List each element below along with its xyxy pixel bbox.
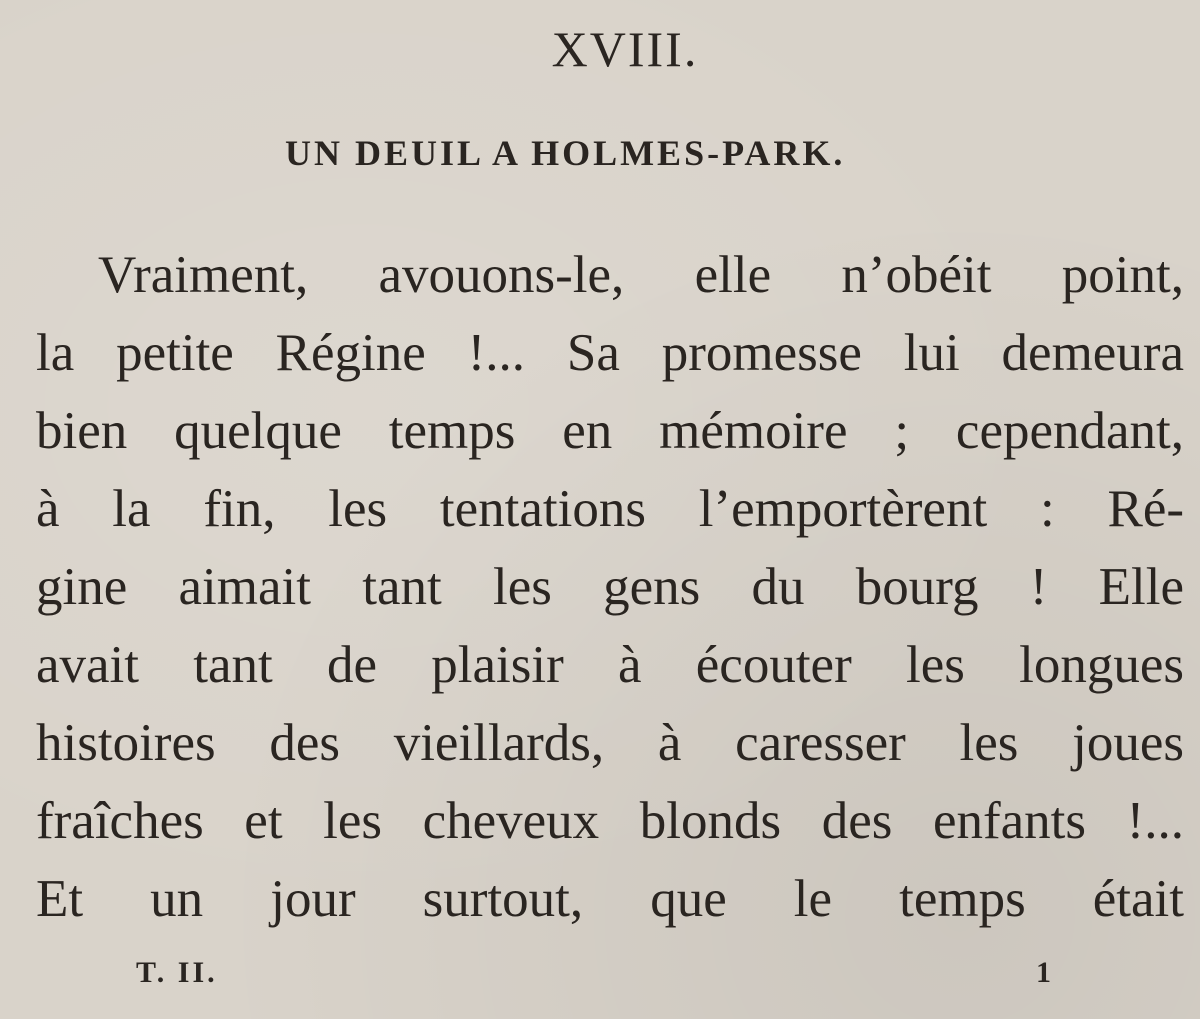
body-text: [36, 236, 1184, 938]
text-line: bien quelque temps en mémoire ; cependant,: [36, 402, 1184, 460]
text-line: histoires des vieillards, à caresser les joues: [36, 714, 1184, 772]
text-line: fraîches et les cheveux blonds des enfants !...: [36, 792, 1184, 850]
chapter-title: UN DEUIL A HOLMES-PARK.: [285, 133, 846, 173]
text-line: gine aimait tant les gens du bourg ! Elle: [36, 558, 1184, 616]
text-line: avait tant de plaisir à écouter les longues: [36, 636, 1184, 694]
volume-marker: T. II.: [136, 956, 218, 989]
text-line: Et un jour surtout, que le temps était: [36, 870, 1184, 928]
text-line: la petite Régine !... Sa promesse lui demeura: [36, 324, 1184, 382]
text-line: à la fin, les tentations l’emportèrent : Ré-: [36, 480, 1184, 538]
text-line: Vraiment, avouons-le, elle n’obéit point,: [98, 246, 1184, 304]
signature-mark: 1: [1036, 956, 1051, 989]
chapter-number: XVIII.: [551, 21, 699, 77]
